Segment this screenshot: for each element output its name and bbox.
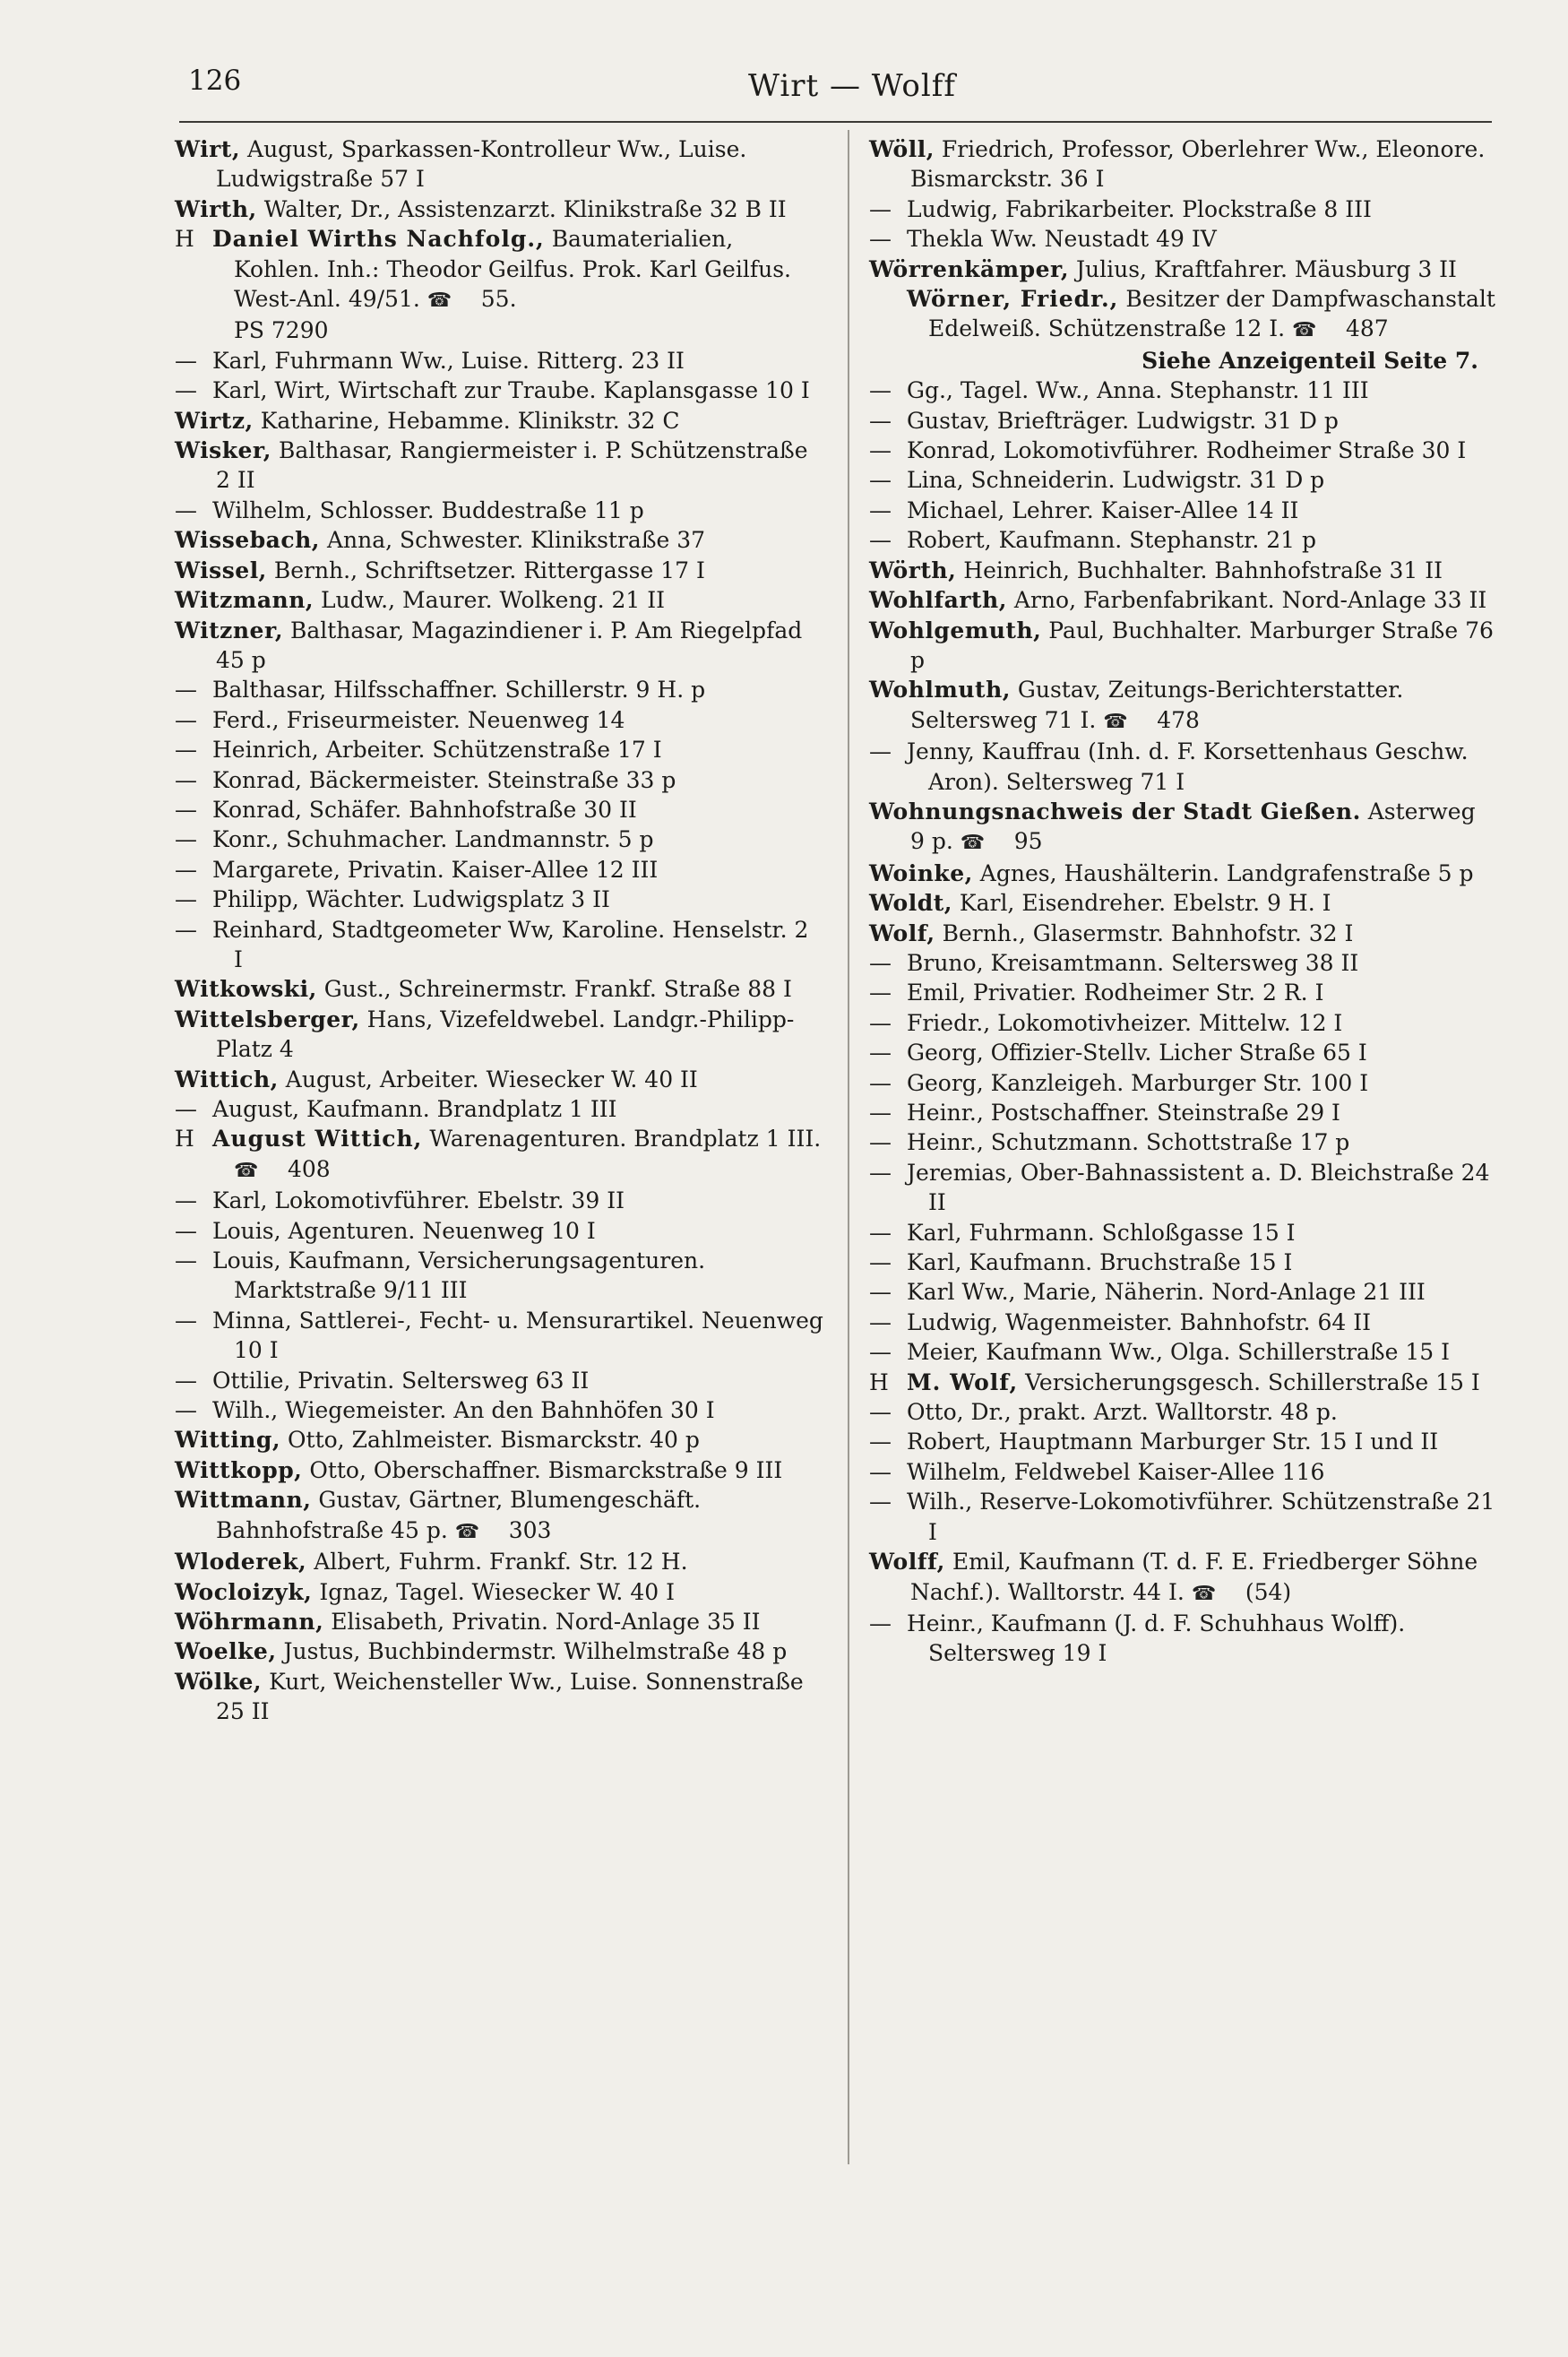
sub-entry	[869, 1609, 1496, 1669]
entry-text: Otto, Oberschaffner. Bismarckstraße 9 III	[309, 1456, 783, 1483]
entry-surname: Daniel Wirths Nachfolg.,	[212, 226, 545, 253]
entry-text: Heinrich, Buchhalter. Bahnhofstraße 31 II	[963, 557, 1443, 583]
entry-mark: —	[175, 766, 197, 793]
entry-text: Karl Ww., Marie, Näherin. Nord-Anlage 21 III	[907, 1279, 1426, 1306]
telephone-icon: ☎	[1291, 319, 1315, 342]
entry-mark: —	[869, 1009, 892, 1036]
entry-text: Gust., Schreinermstr. Frankf. Straße 88 I	[323, 976, 792, 1003]
directory-entry	[175, 1065, 824, 1094]
sub-entry	[869, 1218, 1496, 1248]
directory-entry	[175, 1667, 824, 1727]
entry-text: Balthasar, Hilfsschaffner. Schillerstr. 9 H. p	[212, 677, 706, 704]
entry-text: August, Sparkassen-Kontrolleur Ww., Luise. Ludwigstraße 57 I	[216, 136, 747, 193]
entry-mark: —	[869, 1458, 892, 1485]
entry-mark: —	[869, 1249, 892, 1276]
entry-surname: Wisker,	[175, 437, 271, 464]
entry-text: Bernh., Schriftsetzer. Rittergasse 17 I	[273, 557, 705, 583]
entry-text: Thekla Ww. Neustadt 49 IV	[907, 226, 1217, 253]
entry-mark: —	[869, 1610, 892, 1636]
entry-text: Karl, Wirt, Wirtschaft zur Traube. Kaplansgasse 10 I	[212, 377, 810, 404]
entry-surname: Wittich,	[175, 1066, 279, 1092]
entry-surname: Wissel,	[175, 557, 267, 583]
telephone-icon: ☎	[234, 1159, 257, 1182]
entry-text: Bernh., Glasermstr. Bahnhofstr. 32 I	[942, 919, 1354, 946]
directory-entry	[175, 1005, 824, 1065]
sub-entry	[869, 1487, 1496, 1547]
directory-entry	[175, 406, 824, 436]
entry-text: Meier, Kaufmann Ww., Olga. Schillerstraße 15 I	[907, 1339, 1451, 1366]
entry-mark: —	[869, 1308, 892, 1335]
directory-entry	[175, 436, 824, 496]
entry-mark: —	[869, 377, 892, 404]
entry-text: Wilhelm, Schlosser. Buddestraße 11 p	[212, 496, 644, 523]
entry-text: Lina, Schneiderin. Ludwigstr. 31 D p	[907, 467, 1325, 494]
entry-mark: —	[869, 496, 892, 523]
entry-mark: —	[869, 1069, 892, 1096]
directory-entry	[175, 556, 824, 585]
entry-surname: Wohlmuth,	[869, 677, 1011, 704]
directory-entry	[869, 585, 1496, 615]
sub-entry	[175, 1246, 824, 1306]
directory-entry	[869, 556, 1496, 585]
sub-entry	[869, 376, 1496, 405]
entry-mark: —	[869, 738, 892, 765]
entry-text: Hans, Vizefeldwebel. Landgr.-Philipp-Platz 4	[216, 1006, 795, 1063]
entry-text: Georg, Offizier-Stellv. Licher Straße 65 I	[907, 1040, 1367, 1066]
firm-entry	[175, 224, 824, 346]
phone-number: 95	[1013, 828, 1043, 855]
entry-mark: —	[869, 195, 892, 222]
entry-text: Arno, Farbenfabrikant. Nord-Anlage 33 II	[1013, 587, 1487, 614]
entry-text: Katharine, Hebamme. Klinikstr. 32 C	[260, 407, 680, 434]
entry-surname: Wohnungsnachweis der Stadt Gießen.	[869, 798, 1361, 825]
entry-text: Heinr., Postschaffner. Steinstraße 29 I	[907, 1100, 1340, 1126]
entry-text: Jeremias, Ober-Bahnassistent a. D. Bleichstraße 24 II	[907, 1159, 1490, 1216]
entry-mark: —	[175, 737, 197, 764]
entry-text: Walter, Dr., Assistenzarzt. Klinikstraße 32 B II	[263, 195, 787, 222]
header-rule	[179, 121, 1492, 123]
directory-entry	[175, 1485, 824, 1547]
entry-text: Wilh., Reserve-Lokomotivführer. Schützenstraße 21 I	[907, 1489, 1495, 1545]
entry-text: Karl, Lokomotivführer. Ebelstr. 39 II	[212, 1187, 625, 1214]
directory-entry	[175, 1425, 824, 1455]
entry-text: Karl, Kaufmann. Bruchstraße 15 I	[907, 1249, 1293, 1276]
entry-surname: Wirt,	[175, 136, 241, 162]
column-divider	[848, 130, 849, 2164]
directory-entry	[175, 525, 824, 555]
left-column	[175, 134, 824, 1727]
sub-entry	[175, 1306, 824, 1366]
entry-surname: Wissebach,	[175, 527, 320, 554]
entry-text: Paul, Buchhalter. Marburger Straße 76 p	[910, 617, 1494, 673]
entry-text: Asterweg 9 p.	[910, 798, 1476, 855]
entry-surname: Wohlgemuth,	[869, 617, 1042, 643]
entry-mark: —	[175, 1217, 197, 1244]
entry-mark: —	[175, 856, 197, 883]
directory-entry	[869, 1547, 1496, 1609]
entry-mark: —	[869, 1129, 892, 1156]
entry-surname: Wittmann,	[175, 1487, 312, 1514]
directory-entry	[869, 255, 1496, 284]
sub-entry	[175, 496, 824, 525]
entry-mark: —	[175, 796, 197, 823]
entry-text: Heinrich, Arbeiter. Schützenstraße 17 I	[212, 737, 662, 764]
entry-mark: —	[175, 347, 197, 374]
entry-mark: —	[175, 496, 197, 523]
sub-entry	[175, 765, 824, 795]
entry-surname: Wirtz,	[175, 407, 254, 434]
entry-mark: —	[175, 377, 197, 404]
entry-text: Gustav, Briefträger. Ludwigstr. 31 D p	[907, 407, 1339, 434]
entry-mark: —	[175, 1187, 197, 1214]
directory-entry	[869, 675, 1496, 737]
entry-text: Otto, Dr., prakt. Arzt. Walltorstr. 48 p.	[907, 1399, 1338, 1426]
sub-entry	[869, 465, 1496, 495]
entry-surname: Wöll,	[869, 136, 935, 162]
entry-text: Kurt, Weichensteller Ww., Luise. Sonnenstraße 25 II	[216, 1668, 804, 1725]
sub-entry	[869, 1068, 1496, 1098]
entry-text: Reinhard, Stadtgeometer Ww, Karoline. Henselstr. 2 I	[212, 916, 809, 972]
entry-text: Heinr., Kaufmann (J. d. F. Schuhhaus Wolff). Seltersweg 19 I	[907, 1610, 1406, 1667]
sub-entry	[175, 1366, 824, 1395]
entry-text: Karl, Fuhrmann Ww., Luise. Ritterg. 23 II	[212, 347, 685, 374]
sub-entry	[175, 346, 824, 376]
entry-text: Friedr., Lokomotivheizer. Mittelw. 12 I	[907, 1009, 1343, 1036]
telephone-icon: ☎	[426, 289, 451, 313]
postal-account: PS 7290	[234, 317, 329, 344]
entry-mark: —	[869, 1219, 892, 1246]
sub-entry	[869, 978, 1496, 1007]
sub-entry	[869, 1457, 1496, 1487]
entry-mark: —	[175, 1397, 197, 1424]
entry-mark: —	[175, 916, 197, 943]
entry-text: Heinr., Schutzmann. Schottstraße 17 p	[907, 1129, 1350, 1156]
advertisement-note: Siehe Anzeigenteil Seite 7.	[1142, 347, 1478, 374]
directory-entry	[175, 1547, 824, 1576]
entry-text: Louis, Kaufmann, Versicherungsagenturen. Marktstraße 9/11 III	[212, 1248, 706, 1304]
running-head: Wirt — Wolff	[748, 68, 956, 104]
sub-entry	[175, 855, 824, 885]
entry-mark: —	[175, 826, 197, 853]
sub-entry	[869, 1277, 1496, 1307]
entry-text: Besitzer der Dampfwaschanstalt Edelweiß. Schützenstraße 12 I.	[928, 286, 1495, 342]
entry-text: Friedrich, Professor, Oberlehrer Ww., Eleonore. Bismarckstr. 36 I	[910, 136, 1486, 193]
firm-entry	[869, 1368, 1496, 1397]
entry-mark: —	[869, 226, 892, 253]
directory-entry	[175, 1455, 824, 1485]
entry-mark: —	[869, 1279, 892, 1306]
entry-text: Wilhelm, Feldwebel Kaiser-Allee 116	[907, 1458, 1325, 1485]
sub-entry	[175, 795, 824, 825]
directory-entry	[175, 1636, 824, 1666]
entry-mark: —	[869, 1429, 892, 1455]
sub-entry	[869, 194, 1496, 224]
entry-mark: H	[175, 1126, 194, 1153]
entry-text: Robert, Hauptmann Marburger Str. 15 I und II	[907, 1429, 1439, 1455]
right-column	[869, 134, 1496, 1669]
entry-surname: M. Wolf,	[907, 1368, 1019, 1395]
entry-surname: Witzner,	[175, 617, 284, 643]
sub-entry	[175, 675, 824, 704]
sub-entry	[869, 1008, 1496, 1038]
directory-entry	[175, 974, 824, 1004]
entry-text: Philipp, Wächter. Ludwigsplatz 3 II	[212, 886, 610, 913]
entry-surname: Witkowski,	[175, 976, 317, 1003]
entry-mark: —	[869, 467, 892, 494]
entry-text: Ferd., Friseurmeister. Neuenweg 14	[212, 706, 625, 733]
phone-number: 487	[1345, 315, 1389, 342]
entry-text: Balthasar, Rangiermeister i. P. Schützenstraße 2 II	[216, 437, 808, 494]
sub-entry	[869, 1127, 1496, 1157]
sub-entry	[175, 1395, 824, 1425]
sub-entry	[175, 1186, 824, 1215]
entry-mark: —	[869, 1489, 892, 1515]
directory-entry	[869, 134, 1496, 194]
entry-text: Gg., Tagel. Ww., Anna. Stephanstr. 11 III	[907, 377, 1369, 404]
entry-surname: Wohlfarth,	[869, 587, 1007, 614]
entry-text: Ludw., Maurer. Wolkeng. 21 II	[321, 587, 665, 614]
entry-mark: —	[869, 437, 892, 464]
telephone-icon: ☎	[960, 832, 984, 855]
sub-entry	[869, 1427, 1496, 1456]
entry-mark: —	[869, 980, 892, 1006]
phone-number: (54)	[1245, 1578, 1292, 1605]
entry-mark: —	[175, 1307, 197, 1334]
entry-text: Justus, Buchbindermstr. Wilhelmstraße 48 p	[283, 1638, 788, 1665]
sub-entry	[869, 948, 1496, 978]
directory-entry	[175, 585, 824, 615]
entry-mark: —	[175, 1096, 197, 1122]
directory-entry	[869, 919, 1496, 948]
entry-text: Michael, Lehrer. Kaiser-Allee 14 II	[907, 496, 1299, 523]
entry-surname: Wölke,	[175, 1668, 263, 1695]
entry-mark: —	[869, 1339, 892, 1366]
entry-text: Warenagenturen. Brandplatz 1 III.	[429, 1126, 822, 1153]
entry-text: Agnes, Haushälterin. Landgrafenstraße 5 p	[979, 859, 1474, 886]
entry-text: Gustav, Zeitungs-Berichterstatter. Seltersweg 71 I.	[910, 677, 1404, 733]
sub-entry	[869, 1397, 1496, 1427]
entry-text: Ludwig, Fabrikarbeiter. Plockstraße 8 III	[907, 195, 1372, 222]
sub-entry	[175, 1216, 824, 1246]
sub-entry	[869, 436, 1496, 465]
entry-text: Elisabeth, Privatin. Nord-Anlage 35 II	[331, 1608, 761, 1635]
entry-mark: —	[869, 1399, 892, 1426]
entry-text: Ignaz, Tagel. Wiesecker W. 40 I	[319, 1578, 675, 1605]
sub-entry	[175, 735, 824, 764]
entry-text: Emil, Kaufmann (T. d. F. E. Friedberger Söhne Nachf.). Walltorstr. 44 I.	[910, 1549, 1478, 1605]
directory-entry	[175, 616, 824, 676]
entry-text: Wilh., Wiegemeister. An den Bahnhöfen 30 I	[212, 1397, 715, 1424]
entry-surname: Wittelsberger,	[175, 1006, 360, 1032]
entry-text: August, Arbeiter. Wiesecker W. 40 II	[285, 1066, 698, 1092]
entry-text: Ludwig, Wagenmeister. Bahnhofstr. 64 II	[907, 1308, 1371, 1335]
sub-entry	[175, 705, 824, 735]
entry-surname: Wöhrmann,	[175, 1608, 324, 1635]
directory-entry	[869, 797, 1496, 859]
entry-surname: Woelke,	[175, 1638, 277, 1665]
entry-surname: Woinke,	[869, 859, 973, 886]
entry-text: Jenny, Kauffrau (Inh. d. F. Korsettenhaus Geschw. Aron). Seltersweg 71 I	[907, 738, 1469, 795]
entry-text: Margarete, Privatin. Kaiser-Allee 12 III	[212, 856, 659, 883]
entry-text: August, Kaufmann. Brandplatz 1 III	[212, 1096, 617, 1122]
entry-text: Karl, Eisendreher. Ebelstr. 9 H. I	[959, 890, 1331, 917]
sub-entry	[869, 1038, 1496, 1067]
entry-text: Konrad, Bäckermeister. Steinstraße 33 p	[212, 766, 676, 793]
entry-mark: —	[869, 1159, 892, 1186]
firm-entry	[175, 1124, 824, 1186]
entry-surname: Woldt,	[869, 890, 952, 917]
sub-entry	[869, 737, 1496, 797]
entry-text: Versicherungsgesch. Schillerstraße 15 I	[1025, 1368, 1480, 1395]
entry-text: Albert, Fuhrm. Frankf. Str. 12 H.	[314, 1549, 688, 1576]
sub-entry	[869, 1308, 1496, 1337]
firm-entry	[869, 284, 1496, 346]
entry-text: Konrad, Schäfer. Bahnhofstraße 30 II	[212, 796, 637, 823]
directory-entry	[175, 194, 824, 224]
sub-entry	[175, 376, 824, 405]
entry-surname: Wörth,	[869, 557, 957, 583]
entry-surname: Wloderek,	[175, 1549, 307, 1576]
entry-text: Karl, Fuhrmann. Schloßgasse 15 I	[907, 1219, 1296, 1246]
page-number: 126	[188, 65, 242, 97]
sub-entry	[869, 1248, 1496, 1277]
sub-entry	[869, 1158, 1496, 1218]
entry-surname: Wocloizyk,	[175, 1578, 313, 1605]
entry-mark: —	[175, 886, 197, 913]
entry-mark: —	[175, 1248, 197, 1274]
directory-entry	[869, 616, 1496, 676]
directory-entry	[175, 134, 824, 194]
sub-entry	[175, 885, 824, 914]
directory-entry	[175, 1577, 824, 1607]
telephone-icon: ☎	[1191, 1582, 1215, 1605]
entry-mark: H	[175, 226, 194, 253]
entry-mark: H	[869, 1368, 889, 1395]
entry-mark: —	[869, 407, 892, 434]
entry-surname: Witzmann,	[175, 587, 314, 614]
entry-text: Gustav, Gärtner, Blumengeschäft. Bahnhofstraße 45 p.	[216, 1487, 702, 1543]
entry-surname: Wolff,	[869, 1549, 945, 1576]
sub-entry	[869, 525, 1496, 555]
sub-entry	[869, 496, 1496, 525]
entry-text: Georg, Kanzleigeh. Marburger Str. 100 I	[907, 1069, 1369, 1096]
entry-text: Robert, Kaufmann. Stephanstr. 21 p	[907, 527, 1317, 554]
entry-mark: —	[175, 1367, 197, 1394]
sub-entry	[175, 1094, 824, 1124]
entry-text: Emil, Privatier. Rodheimer Str. 2 R. I	[907, 980, 1324, 1006]
entry-text: Minna, Sattlerei-, Fecht- u. Mensurartikel. Neuenweg 10 I	[212, 1307, 823, 1364]
sub-entry	[869, 406, 1496, 436]
directory-entry	[175, 1607, 824, 1636]
entry-surname: Wolf,	[869, 919, 935, 946]
entry-surname: Wörner, Friedr.,	[907, 286, 1119, 313]
entry-text: Otto, Zahlmeister. Bismarckstr. 40 p	[288, 1427, 700, 1454]
entry-text: Bruno, Kreisamtmann. Seltersweg 38 II	[907, 949, 1359, 976]
entry-mark: —	[869, 527, 892, 554]
phone-number: 478	[1157, 706, 1200, 733]
entry-text: Konr., Schuhmacher. Landmannstr. 5 p	[212, 826, 654, 853]
directory-entry	[869, 859, 1496, 888]
phone-number: 408	[288, 1155, 331, 1182]
telephone-icon: ☎	[454, 1520, 478, 1543]
entry-text: Balthasar, Magazindiener i. P. Am Riegelpfad 45 p	[216, 617, 803, 673]
entry-mark: —	[175, 706, 197, 733]
directory-entry	[869, 888, 1496, 918]
entry-surname: Witting,	[175, 1427, 281, 1454]
entry-text: Louis, Agenturen. Neuenweg 10 I	[212, 1217, 596, 1244]
entry-text: Konrad, Lokomotivführer. Rodheimer Straße 30 I	[907, 437, 1467, 464]
telephone-icon: ☎	[1103, 710, 1126, 733]
sub-entry	[869, 1098, 1496, 1127]
entry-text: Ottilie, Privatin. Seltersweg 63 II	[212, 1367, 590, 1394]
entry-mark: —	[869, 949, 892, 976]
entry-text: Julius, Kraftfahrer. Mäusburg 3 II	[1076, 255, 1457, 282]
sub-entry	[869, 224, 1496, 254]
phone-number: 303	[508, 1516, 552, 1543]
entry-surname: Wörrenkämper,	[869, 255, 1070, 282]
entry-mark: —	[175, 677, 197, 704]
sub-entry	[869, 1337, 1496, 1367]
entry-surname: Wirth,	[175, 195, 257, 222]
entry-surname: Wittkopp,	[175, 1456, 303, 1483]
entry-mark: —	[869, 1100, 892, 1126]
sub-entry	[175, 915, 824, 975]
entry-text: Baumaterialien, Kohlen. Inh.: Theodor Geilfus. Prok. Karl Geilfus. West-Anl. 49/51.	[234, 226, 791, 313]
sub-entry	[175, 825, 824, 854]
entry-surname: August Wittich,	[212, 1126, 423, 1153]
entry-mark: —	[869, 1040, 892, 1066]
entry-text: Anna, Schwester. Klinikstraße 37	[326, 527, 706, 554]
phone-number: 55.	[480, 286, 517, 313]
